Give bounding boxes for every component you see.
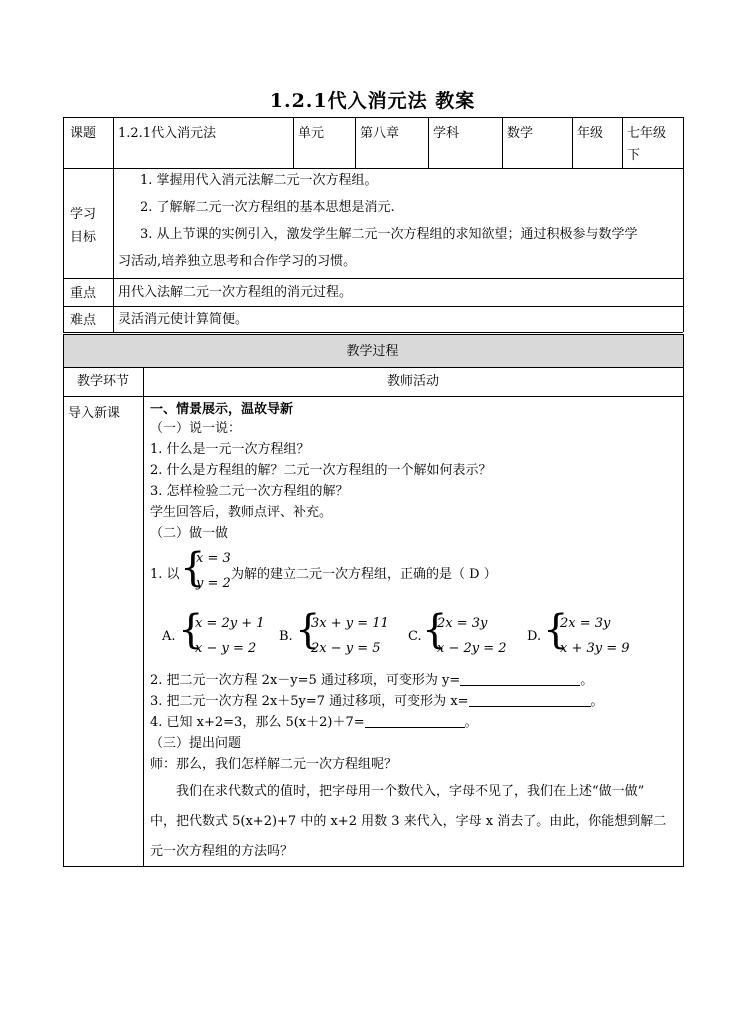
brace-icon: { <box>543 607 569 653</box>
discipline-label: 学科 <box>433 126 460 141</box>
goal-item: 习活动,培养独立思考和合作学习的习惯。 <box>118 254 357 269</box>
table-border <box>63 396 683 397</box>
section-heading: 一、情景展示，温故导新 <box>150 402 294 417</box>
unit-value: 第八章 <box>360 126 400 141</box>
equation: x = 3 <box>196 551 231 566</box>
lesson-title: 1.2.1代入消元法 <box>118 126 217 141</box>
table-border <box>502 117 503 168</box>
equation: x − 2y = 2 <box>437 641 507 656</box>
teacher-line: 中，把代数式 5(x+2)+7 中的 x+2 用数 3 来代入，字母 x 消去了。由此，你能想到解二 <box>150 814 667 829</box>
teacher-line: 元一次方程组的方法吗？ <box>150 844 294 859</box>
key-point-text: 用代入法解二元一次方程组的消元过程。 <box>118 285 353 300</box>
brace-icon: { <box>295 607 321 653</box>
table-border <box>355 117 356 168</box>
discipline-value: 数学 <box>507 126 534 141</box>
brace-icon: { <box>180 545 206 591</box>
period: 。 <box>590 694 604 709</box>
unit-label: 单元 <box>298 126 325 141</box>
difficulty-text: 灵活消元使计算简便。 <box>118 312 249 327</box>
table-border <box>63 278 683 279</box>
table-border <box>293 117 294 168</box>
goal-item: 1. 掌握用代入消元法解二元一次方程组。 <box>140 173 378 188</box>
option-label: A. <box>162 629 176 644</box>
question-item: 2. 什么是方程组的解？二元一次方程组的一个解如何表示？ <box>150 463 492 478</box>
answer-blank <box>460 673 580 686</box>
goals-label: 目标 <box>70 230 97 245</box>
equation: 3x + y = 11 <box>311 616 389 631</box>
subsection-heading: （二）做一做 <box>150 526 229 541</box>
equation: x + 3y = 9 <box>560 641 630 656</box>
problem-item <box>150 672 593 690</box>
brace-icon: { <box>422 607 448 653</box>
subsection-heading: （一）说一说： <box>150 421 242 436</box>
grade-label: 年级 <box>577 126 604 141</box>
question-item: 3. 怎样检验二元一次方程组的解？ <box>150 484 349 499</box>
period: 。 <box>580 673 594 688</box>
page-title: 1.2.1代入消元法 教案 <box>269 90 476 112</box>
table-border <box>63 334 64 867</box>
problem-text: 4. 已知 x+2=3，那么 5(x＋2)＋7= <box>150 715 365 730</box>
option-label: B. <box>279 629 293 644</box>
table-border <box>143 367 144 867</box>
problem-text: 3. 把二元一次方程 2x＋5y=7 通过移项，可变形为 x= <box>150 694 469 709</box>
option-label: D. <box>527 629 542 644</box>
question-item: 学生回答后，教师点评、补充。 <box>150 505 333 520</box>
table-border <box>683 334 684 867</box>
teacher-line: 师：那么，我们怎样解二元一次方程组呢？ <box>150 757 398 772</box>
subject-label: 课题 <box>70 126 97 141</box>
difficulty-label: 难点 <box>70 313 97 328</box>
table-border <box>622 117 623 168</box>
table-border <box>428 117 429 168</box>
grade-value-suffix: 下 <box>627 148 641 163</box>
question-item: 1. 什么是一元一次方程组？ <box>150 442 310 457</box>
grade-value: 七年级 <box>627 126 667 141</box>
table-border <box>63 168 683 169</box>
problem-item <box>150 693 604 711</box>
subsection-heading: （三）提出问题 <box>150 736 242 751</box>
table-border <box>63 117 64 332</box>
problem-suffix: 为解的建立二元一次方程组，正确的是（ D ） <box>231 567 497 582</box>
goals-label: 学习 <box>70 207 97 222</box>
table-border <box>63 117 683 118</box>
table-border <box>63 306 683 307</box>
equation: 2x = 3y <box>437 616 488 631</box>
answer-blank <box>469 694 591 707</box>
table-border <box>63 334 683 335</box>
process-header: 教学过程 <box>346 344 399 359</box>
teacher-col-header: 教师活动 <box>386 374 439 389</box>
table-border <box>63 332 683 333</box>
equation: x = 2y + 1 <box>195 616 265 631</box>
table-border <box>63 367 683 368</box>
goal-item: 3. 从上节课的实例引入，激发学生解二元一次方程组的求知欲望；通过积极参与数学学 <box>140 227 638 242</box>
teacher-line: 我们在求代数式的值时，把字母用一个数代入，字母不见了，我们在上述“做一做” <box>176 784 645 799</box>
answer-blank <box>365 715 465 728</box>
option-label: C. <box>408 629 422 644</box>
table-border <box>572 117 573 168</box>
table-border <box>63 866 683 867</box>
equation: y = 2 <box>196 576 231 591</box>
equation: x − y = 2 <box>195 641 257 656</box>
key-point-label: 重点 <box>70 286 97 301</box>
period: 。 <box>464 715 478 730</box>
problem-item <box>150 714 478 732</box>
table-border <box>113 117 114 332</box>
problem-prefix: 1. 以 <box>150 567 180 582</box>
brace-icon: { <box>178 607 204 653</box>
stage-col-header: 教学环节 <box>76 374 129 389</box>
equation: 2x = 3y <box>560 616 611 631</box>
equation: 2x − y = 5 <box>311 641 381 656</box>
problem-text: 2. 把二元一次方程 2x－y=5 通过移项，可变形为 y= <box>150 673 461 688</box>
table-border <box>683 117 684 332</box>
goal-item: 2. 了解解二元一次方程组的基本思想是消元. <box>140 200 395 215</box>
stage-name: 导入新课 <box>68 406 121 421</box>
